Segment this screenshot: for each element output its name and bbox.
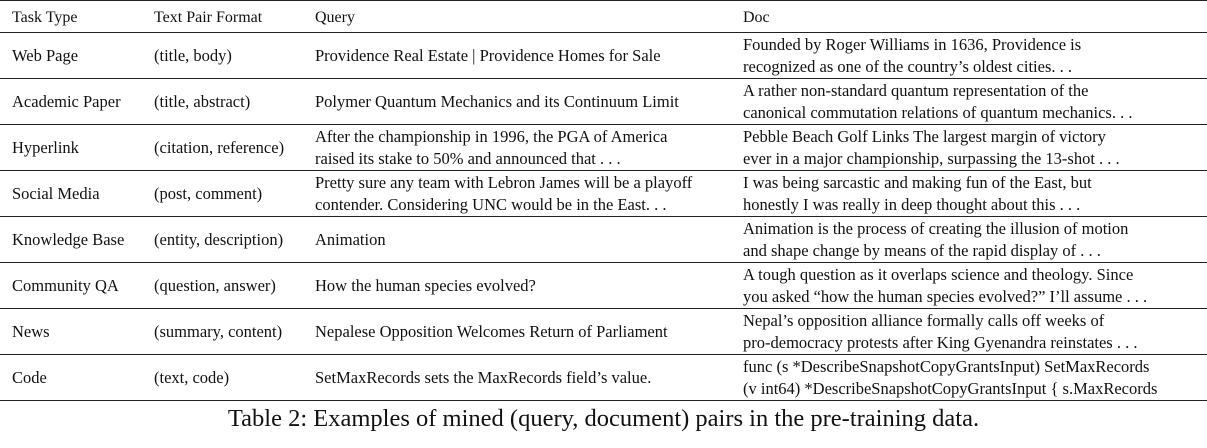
text-pair-format-cell: (title, abstract) [154, 79, 315, 125]
header-row [0, 1, 1207, 33]
doc-line: honestly I was really in deep thought about this . . . [743, 194, 1081, 214]
table-row [0, 171, 1207, 217]
doc-line: Nepal’s opposition alliance formally calls off weeks of [743, 310, 1105, 330]
query-line: After the championship in 1996, the PGA of America [315, 126, 668, 146]
doc-cell [743, 33, 1207, 79]
doc-line: Pebble Beach Golf Links The largest margin of victory [743, 126, 1106, 146]
doc-line: pro-democracy protests after King Gyenandra reinstates . . . [743, 332, 1138, 352]
query-line: Animation [315, 229, 386, 249]
text-pair-format-cell: (question, answer) [154, 263, 315, 309]
table-row [0, 217, 1207, 263]
text-pair-format-cell: (post, comment) [154, 171, 315, 217]
task-type-cell: Community QA [0, 263, 154, 309]
doc-cell [743, 309, 1207, 355]
doc-cell [743, 171, 1207, 217]
doc-line: Animation is the process of creating the illusion of motion [743, 218, 1129, 238]
header-task-type: Task Type [0, 1, 154, 33]
table-row [0, 79, 1207, 125]
query-cell [315, 217, 743, 263]
doc-line: A tough question as it overlaps science and theology. Since [743, 264, 1134, 284]
task-type-cell: News [0, 309, 154, 355]
table-row [0, 355, 1207, 401]
table-header [0, 1, 1207, 33]
query-line: Nepalese Opposition Welcomes Return of Parliament [315, 321, 668, 341]
query-cell [315, 33, 743, 79]
query-line: Providence Real Estate | Providence Homes for Sale [315, 45, 661, 65]
doc-cell [743, 125, 1207, 171]
doc-line: A rather non-standard quantum representation of the [743, 80, 1089, 100]
query-line: raised its stake to 50% and announced that . . . [315, 148, 621, 168]
doc-line: (v int64) *DescribeSnapshotCopyGrantsInput { s.MaxRecords [743, 378, 1158, 398]
task-type-cell: Knowledge Base [0, 217, 154, 263]
doc-line: canonical commutation relations of quantum mechanics. . . [743, 102, 1133, 122]
doc-line: and shape change by means of the rapid display of . . . [743, 240, 1101, 260]
text-pair-format-cell: (summary, content) [154, 309, 315, 355]
task-type-cell: Academic Paper [0, 79, 154, 125]
query-line: SetMaxRecords sets the MaxRecords field’s value. [315, 367, 652, 387]
header-query: Query [315, 1, 743, 33]
query-cell [315, 309, 743, 355]
query-cell [315, 171, 743, 217]
doc-cell [743, 355, 1207, 401]
table-body [0, 33, 1207, 401]
query-cell [315, 79, 743, 125]
query-line: contender. Considering UNC would be in the East. . . [315, 194, 667, 214]
doc-cell [743, 263, 1207, 309]
task-type-cell: Code [0, 355, 154, 401]
query-line: Polymer Quantum Mechanics and its Continuum Limit [315, 91, 679, 111]
table-row [0, 309, 1207, 355]
text-pair-format-cell: (citation, reference) [154, 125, 315, 171]
doc-line: I was being sarcastic and making fun of the East, but [743, 172, 1092, 192]
doc-line: recognized as one of the country’s oldest cities. . . [743, 56, 1072, 76]
doc-line: you asked “how the human species evolved?” I’ll assume . . . [743, 286, 1148, 306]
table-row [0, 263, 1207, 309]
table-caption: Table 2: Examples of mined (query, document) pairs in the pre-training data. [227, 405, 980, 432]
doc-cell [743, 79, 1207, 125]
query-line: Pretty sure any team with Lebron James will be a playoff [315, 172, 693, 192]
text-pair-format-cell: (entity, description) [154, 217, 315, 263]
doc-line: Founded by Roger Williams in 1636, Providence is [743, 34, 1082, 54]
query-line: How the human species evolved? [315, 275, 536, 295]
table-row [0, 125, 1207, 171]
query-cell [315, 355, 743, 401]
query-cell [315, 263, 743, 309]
doc-cell [743, 217, 1207, 263]
header-doc: Doc [743, 1, 1207, 33]
text-pair-format-cell: (title, body) [154, 33, 315, 79]
header-text-pair-format: Text Pair Format [154, 1, 315, 33]
task-type-cell: Social Media [0, 171, 154, 217]
doc-line: ever in a major championship, surpassing the 13-shot . . . [743, 148, 1120, 168]
doc-line: func (s *DescribeSnapshotCopyGrantsInput) SetMaxRecords [743, 356, 1150, 376]
text-pair-format-cell: (text, code) [154, 355, 315, 401]
table-row [0, 33, 1207, 79]
query-cell [315, 125, 743, 171]
task-type-cell: Hyperlink [0, 125, 154, 171]
task-type-cell: Web Page [0, 33, 154, 79]
